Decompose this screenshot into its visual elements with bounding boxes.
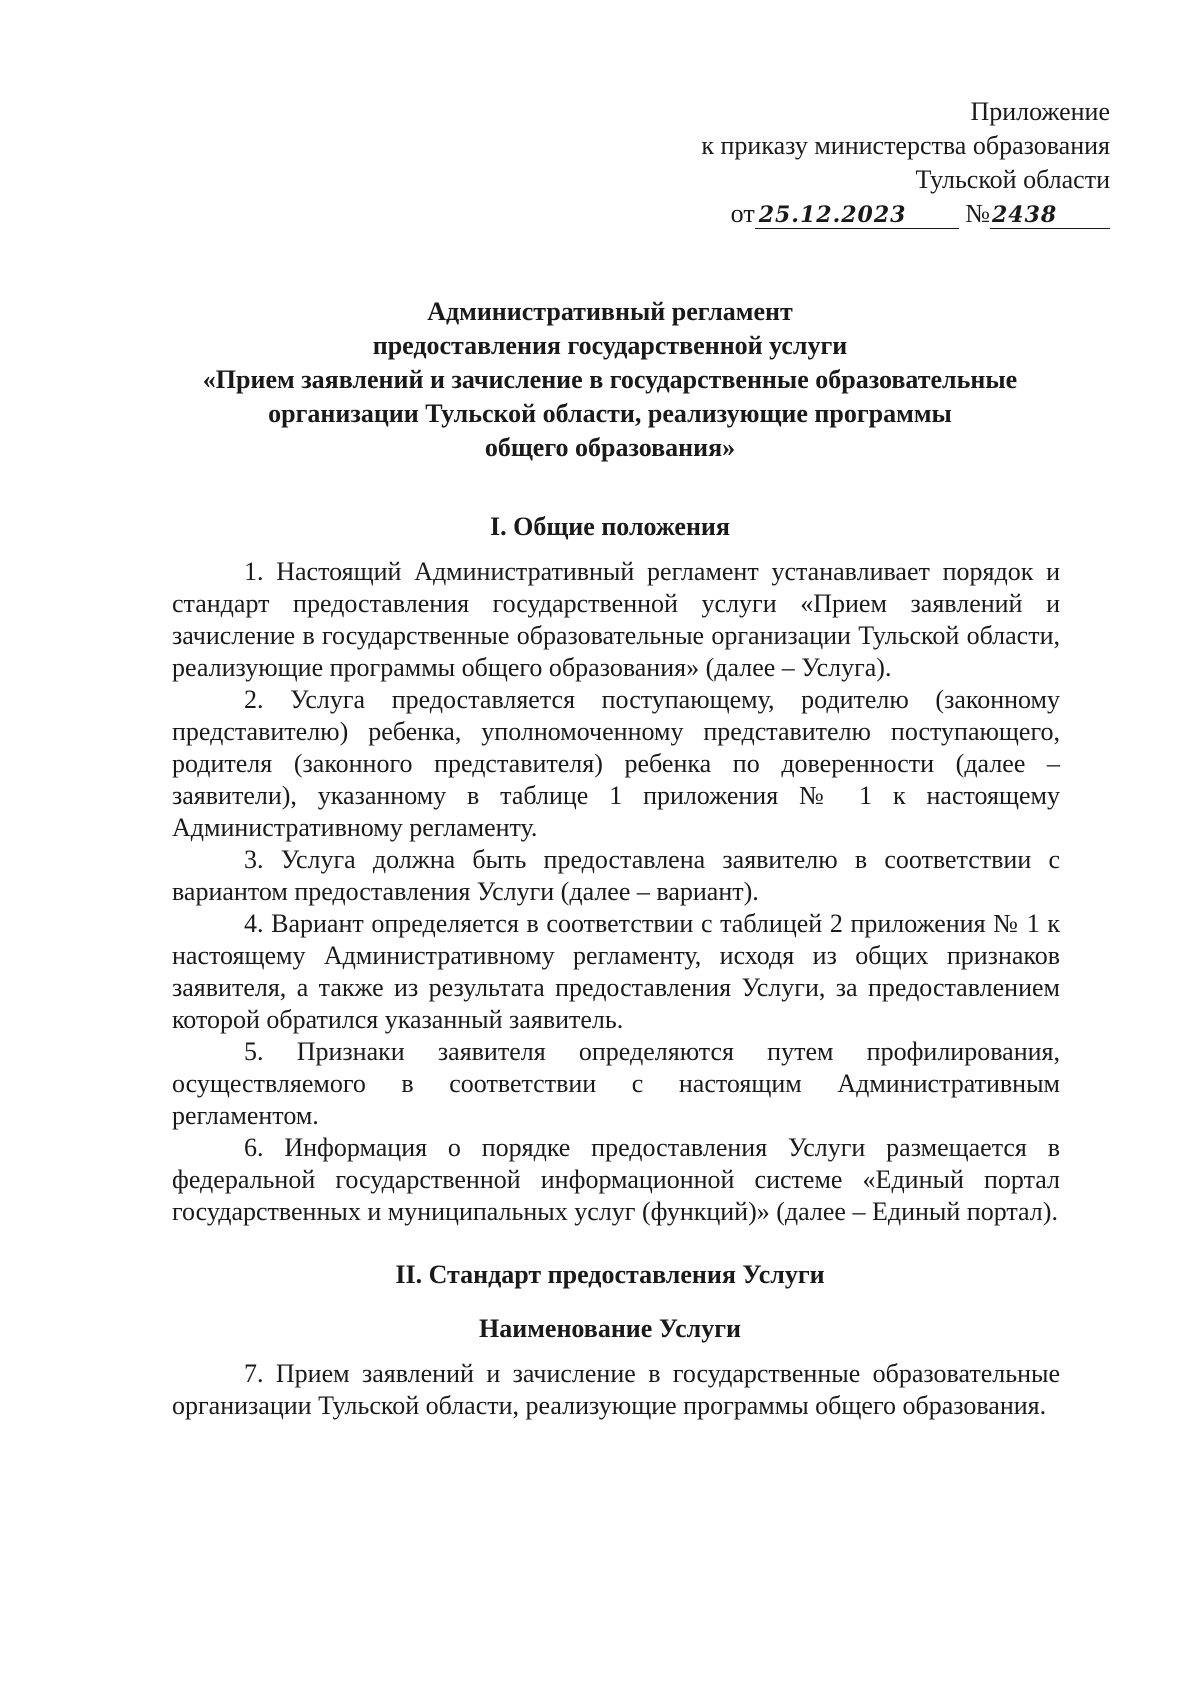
handwritten-number: 2438	[990, 202, 1110, 229]
section-1-heading: I. Общие положения	[490, 512, 730, 541]
annex-title: Приложение	[970, 97, 1110, 126]
from-label: от	[730, 199, 755, 228]
title-line-5: общего образования»	[484, 433, 736, 462]
section-2-heading: II. Стандарт предоставления Услуги	[395, 1260, 825, 1289]
number-label: №	[965, 199, 990, 228]
annex-order-ref: к приказу министерства образования	[701, 131, 1110, 160]
annex-header	[701, 95, 1110, 231]
section-2-body	[172, 1358, 1060, 1422]
annex-region: Тульской области	[915, 165, 1110, 194]
section-2-subheading: Наименование Услуги	[478, 1314, 742, 1343]
title-line-1: Административный регламент	[427, 297, 793, 326]
paragraph-2: 2. Услуга предоставляется поступающему, родителю (законному представителю) ребенка, уполномоченному представителю поступающего, родителя (законного представителя) ребенка по доверенности (далее – заявители), указанному в таблице 1 приложения № 1 к настоящему Административному регламенту.	[172, 685, 1060, 842]
paragraph-6: 6. Информация о порядке предоставления Услуги размещается в федеральной государственной информационной системе «Единый портал государственных и муниципальных услуг (функций)» (далее – Единый портал).	[172, 1133, 1060, 1226]
paragraph-7: 7. Прием заявлений и зачисление в государственные образовательные организации Тульской области, реализующие программы общего образования.	[172, 1359, 1060, 1420]
paragraph-4: 4. Вариант определяется в соответствии с таблицей 2 приложения № 1 к настоящему Административному регламенту, исходя из общих признаков заявителя, а также из результата предоставления Услуги, за предоставлением которой обратился указанный заявитель.	[172, 909, 1060, 1034]
title-line-4: организации Тульской области, реализующие программы	[268, 399, 952, 428]
paragraph-1: 1. Настоящий Административный регламент устанавливает порядок и стандарт предоставления государственной услуги «Прием заявлений и зачисление в государственные образовательные организации Тульской области, реализующие программы общего образования» (далее – Услуга).	[172, 557, 1060, 682]
annex-date-number-line	[701, 197, 1110, 231]
paragraph-3: 3. Услуга должна быть предоставлена заявителю в соответствии с вариантом предоставления Услуги (далее – вариант).	[172, 845, 1060, 906]
paragraph-5: 5. Признаки заявителя определяются путем профилирования, осуществляемого в соответствии с настоящим Административным регламентом.	[172, 1037, 1060, 1130]
document-title	[170, 295, 1050, 465]
section-1-body	[172, 556, 1060, 1228]
handwritten-date: 25.12.2023	[755, 202, 959, 229]
title-line-2: предоставления государственной услуги	[372, 331, 848, 360]
title-line-3: «Прием заявлений и зачисление в государственные образовательные	[202, 365, 1018, 394]
